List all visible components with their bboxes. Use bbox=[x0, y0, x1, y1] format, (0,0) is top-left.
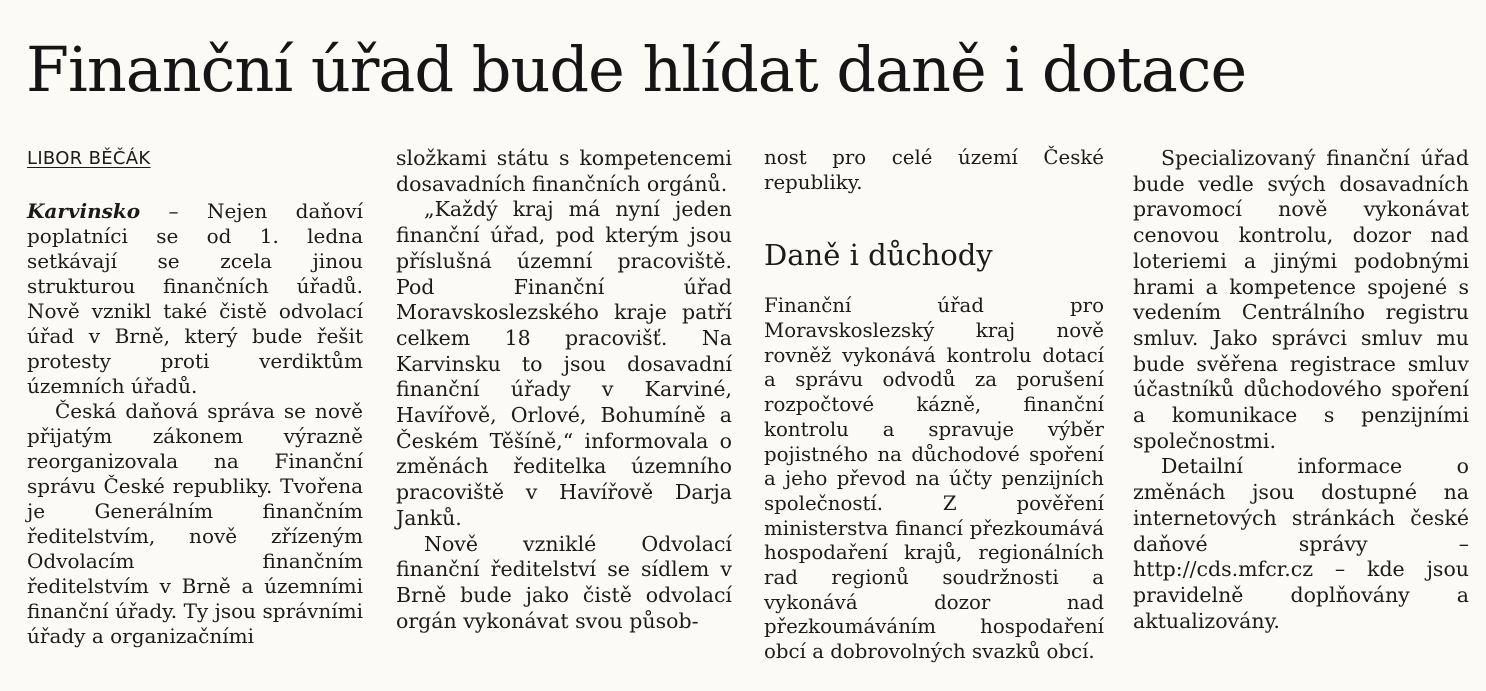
lead-text: – Nejen daňoví poplatníci se od 1. ledna setkávají se zcela jinou strukturou finančních úřadů. Nově vznikl také čistě odvolací úřad v Brně, který bude řešit protesty proti verdiktům územních úřadů. bbox=[27, 198, 363, 398]
dateline-place: Karvinsko bbox=[27, 198, 141, 223]
article-paragraph: Česká daňová správa se nově přijatým zákonem výrazně reorganizovala na Finanční správu České republiky. Tvořena je Generálním finančním ředitelstvím, nově zřízeným Odvolacím finančním ředitelstvím v Brně a územními finanční úřady. Ty jsou správními úřady a organizačními bbox=[27, 398, 363, 648]
article-paragraph: Specializovaný finanční úřad bude vedle svých dosavadních pravomocí nově vykonávat cenovou kontrolu, dozor nad loteriemi a jinými podobnými hrami a kompetence spojené s vedením Centrálního registru smluv. Jako správci smluv mu bude svěřena registrace smluv účastníků důchodového spoření a komunikace s penzijními společnostmi. bbox=[1133, 146, 1469, 453]
article-paragraph: Finanční úřad pro Moravskoslezský kraj nově rovněž vykonává kontrolu dotací a správu odvodů za porušení rozpočtové kázně, finanční kontrolu a spravuje výběr pojistného na důchodové spoření a jeho převod na účty penzijních společností. Z pověření ministerstva financí přezkoumává hospodaření krajů, regionálních rad regionů soudržnosti a vykonává dozor nad přezkoumáváním hospodaření obcí a dobrovolných svazků obcí. bbox=[764, 294, 1104, 663]
article-headline: Finanční úřad bude hlídat daně i dotace bbox=[26, 33, 1247, 106]
article-column-3 bbox=[764, 146, 1104, 665]
article-paragraph: Nově vzniklé Odvolací finanční ředitelství se sídlem v Brně bude jako čistě odvolací orgán vykonávat svou působ- bbox=[396, 531, 732, 633]
article-column-1 bbox=[27, 146, 363, 649]
article-lead-paragraph bbox=[27, 199, 363, 399]
article-column-4 bbox=[1133, 146, 1469, 634]
article-column-2 bbox=[396, 146, 732, 634]
article-subheading: Daně i důchody bbox=[764, 238, 993, 273]
article-paragraph: nost pro celé území České republiky. bbox=[764, 146, 1104, 194]
article-paragraph: „Každý kraj má nyní jeden finanční úřad, pod kterým jsou příslušná územní pracoviště. Pod Finanční úřad Moravskoslezského kraje patří celkem 18 pracovišť. Na Karvinsku to jsou dosavadní finanční úřady v Karviné, Havířově, Orlové, Bohumíně a Českém Těšíně,“ informovala o změnách ředitelka územního pracoviště v Havířově Darja Janků. bbox=[396, 197, 732, 530]
article-paragraph: Detailní informace o změnách jsou dostupné na internetových stránkách české daňové správy – http://cds.mfcr.cz – kde jsou pravidelně doplňovány a aktualizovány. bbox=[1133, 454, 1469, 633]
article-paragraph: složkami státu s kompetencemi dosavadních finančních orgánů. bbox=[396, 146, 732, 196]
article-byline: LIBOR BĚČÁK bbox=[27, 148, 151, 169]
